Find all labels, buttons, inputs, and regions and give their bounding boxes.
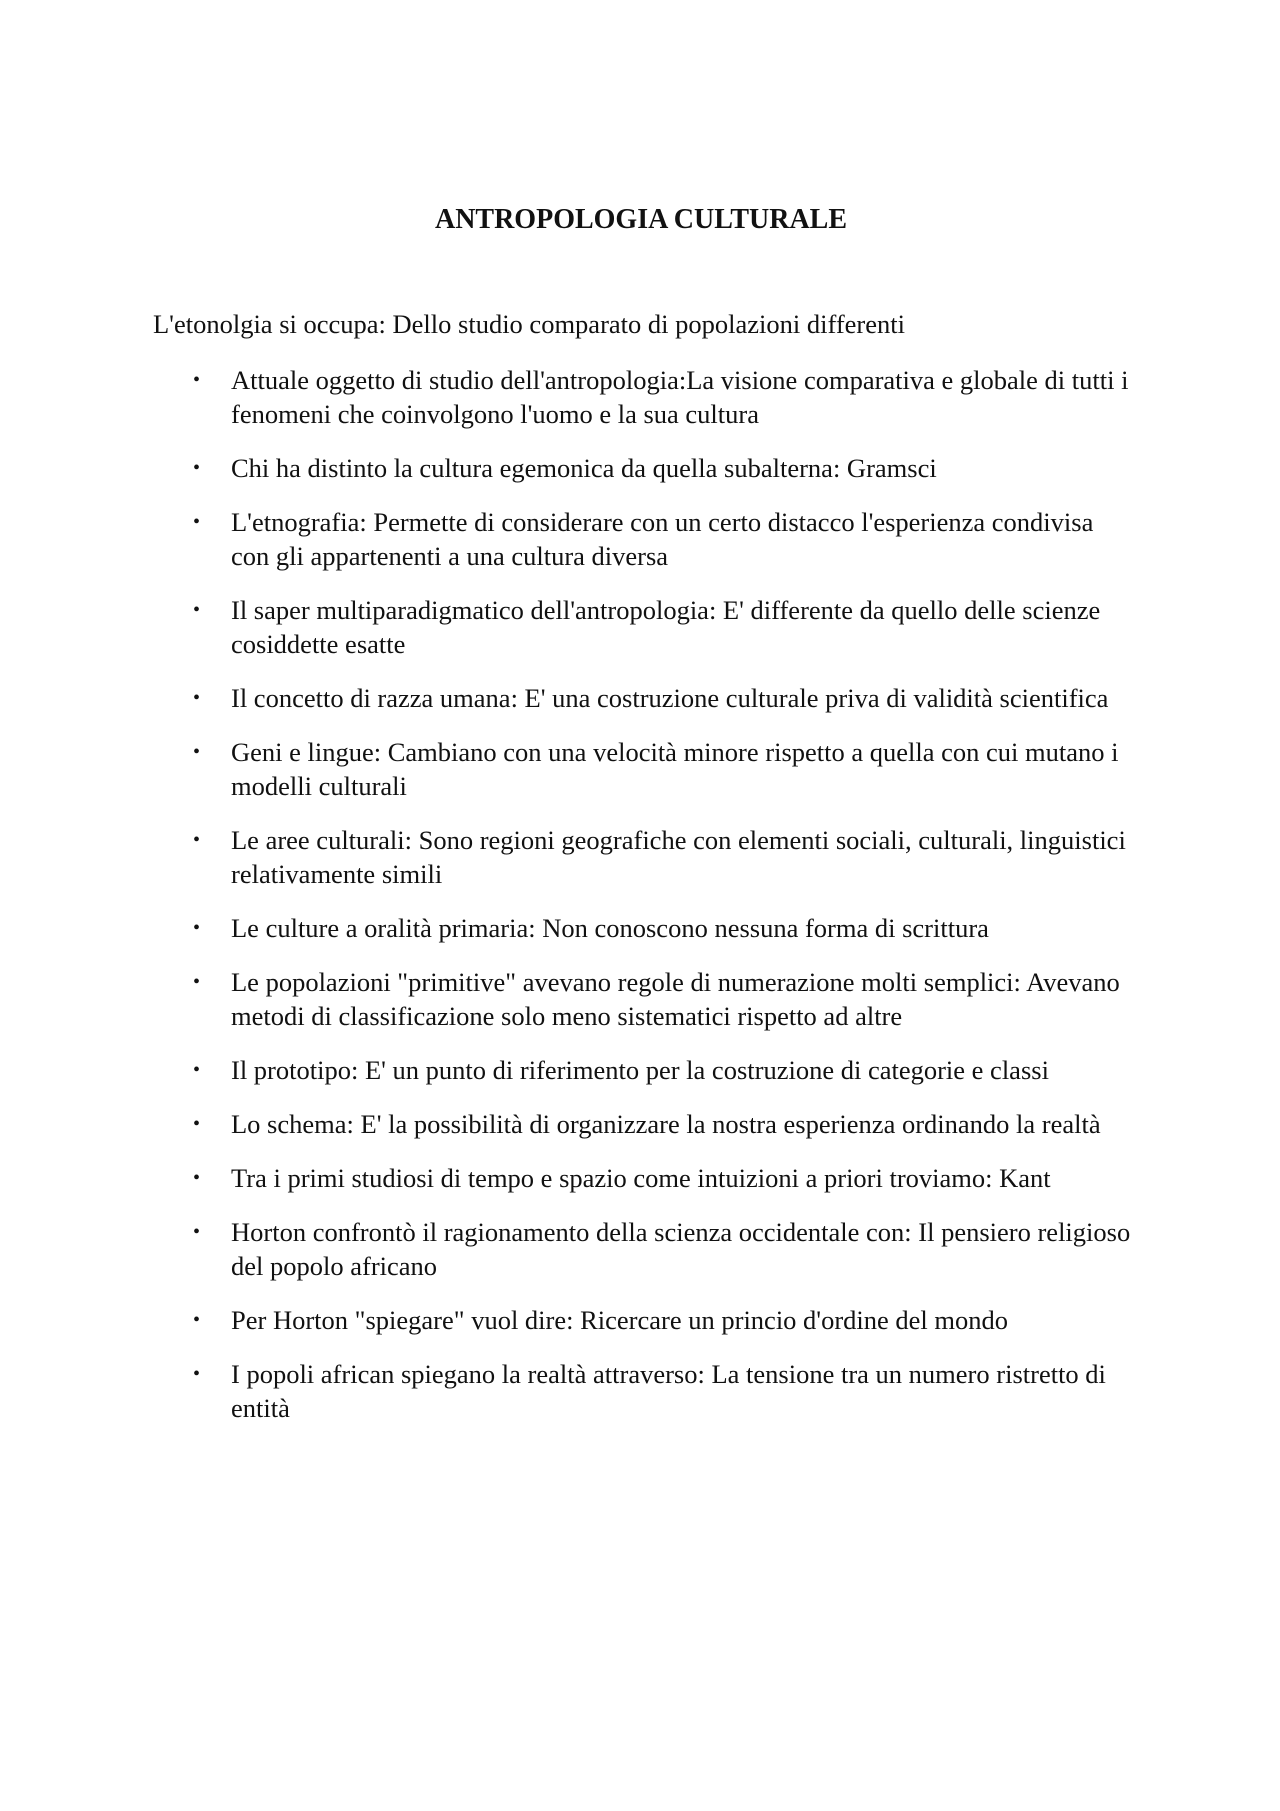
list-item [0,823,1132,891]
bullet-icon: • [193,917,201,939]
bullet-list [0,363,1280,1445]
list-item [0,451,1132,485]
list-item-text: Le culture a oralità primaria: Non conoscono nessuna forma di scrittura [231,913,989,943]
bullet-icon: • [193,829,201,851]
list-item [0,363,1132,431]
list-item [0,1107,1132,1141]
list-item [0,1215,1132,1283]
list-item [0,735,1132,803]
bullet-icon: • [193,971,201,993]
bullet-icon: • [193,687,201,709]
bullet-icon: • [193,741,201,763]
bullet-icon: • [193,1059,201,1081]
bullet-icon: • [193,369,201,391]
list-item-text: Lo schema: E' la possibilità di organizzare la nostra esperienza ordinando la realtà [231,1109,1101,1139]
list-item [0,593,1132,661]
bullet-icon: • [193,511,201,533]
bullet-icon: • [193,1113,201,1135]
list-item-text: Il saper multiparadigmatico dell'antropologia: E' differente da quello delle scienze cosiddette esatte [231,595,1101,659]
list-item [0,911,1132,945]
list-item-text: Tra i primi studiosi di tempo e spazio come intuizioni a priori troviamo: Kant [231,1163,1051,1193]
intro-paragraph: L'etonolgia si occupa: Dello studio comparato di popolazioni differenti [153,309,905,339]
bullet-icon: • [193,599,201,621]
list-item-text: Il concetto di razza umana: E' una costruzione culturale priva di validità scientifica [231,683,1109,713]
list-item-text: I popoli african spiegano la realtà attraverso: La tensione tra un numero ristretto di entità [231,1359,1106,1423]
list-item-text: Horton confrontò il ragionamento della scienza occidentale con: Il pensiero religioso del popolo africano [231,1217,1131,1281]
list-item-text: Geni e lingue: Cambiano con una velocità minore rispetto a quella con cui mutano i modelli culturali [231,737,1119,801]
list-item-text: Per Horton "spiegare" vuol dire: Ricercare un princio d'ordine del mondo [231,1305,1009,1335]
list-item [0,1357,1132,1425]
list-item [0,505,1132,573]
bullet-icon: • [193,1363,201,1385]
list-item-text: Il prototipo: E' un punto di riferimento per la costruzione di categorie e classi [231,1055,1049,1085]
list-item-text: Chi ha distinto la cultura egemonica da quella subalterna: Gramsci [231,453,937,483]
page-title: ANTROPOLOGIA CULTURALE [434,204,848,235]
list-item [0,1303,1132,1337]
bullet-icon: • [193,1309,201,1331]
list-item-text: L'etnografia: Permette di considerare con un certo distacco l'esperienza condivisa con gli appartenenti a una cultura diversa [231,507,1094,571]
list-item [0,681,1132,715]
list-item-text: Le aree culturali: Sono regioni geografiche con elementi sociali, culturali, linguistici relativamente simili [231,825,1126,889]
list-item [0,1053,1132,1087]
list-item [0,1161,1132,1195]
list-item-text: Le popolazioni "primitive" avevano regole di numerazione molti semplici: Avevano metodi di classificazione solo meno sistematici rispetto ad altre [231,967,1120,1031]
bullet-icon: • [193,1167,201,1189]
bullet-icon: • [193,457,201,479]
list-item [0,965,1132,1033]
bullet-icon: • [193,1221,201,1243]
list-item-text: Attuale oggetto di studio dell'antropologia:La visione comparativa e globale di tutti i fenomeni che coinvolgono l'uomo e la sua cultura [231,365,1129,429]
